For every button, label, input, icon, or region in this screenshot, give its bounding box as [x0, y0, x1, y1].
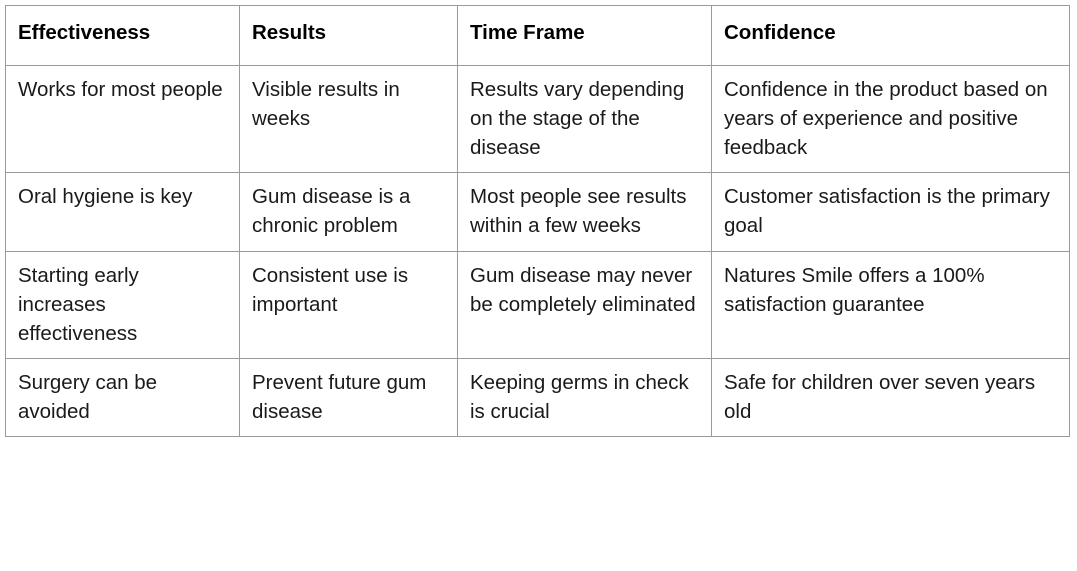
table-cell: Oral hygiene is key: [6, 173, 240, 251]
table-cell: Natures Smile offers a 100% satisfaction guarantee: [712, 251, 1070, 358]
table-row: [6, 358, 1070, 436]
table-cell: Keeping germs in check is crucial: [458, 358, 712, 436]
table-row: [6, 251, 1070, 358]
table-cell: Customer satisfaction is the primary goal: [712, 173, 1070, 251]
table-cell: Consistent use is important: [240, 251, 458, 358]
table-header-row: [6, 6, 1070, 66]
document-page: [0, 5, 1077, 571]
comparison-table: [5, 5, 1070, 437]
column-header-results: Results: [240, 6, 458, 66]
table-row: [6, 66, 1070, 173]
table-cell: Prevent future gum disease: [240, 358, 458, 436]
table-cell: Starting early increases effectiveness: [6, 251, 240, 358]
table-cell: Results vary depending on the stage of the disease: [458, 66, 712, 173]
table-cell: Surgery can be avoided: [6, 358, 240, 436]
table-cell: Gum disease may never be completely eliminated: [458, 251, 712, 358]
table-cell: Most people see results within a few weeks: [458, 173, 712, 251]
table-cell: Works for most people: [6, 66, 240, 173]
table-row: [6, 173, 1070, 251]
column-header-confidence: Confidence: [712, 6, 1070, 66]
table-cell: Gum disease is a chronic problem: [240, 173, 458, 251]
column-header-time-frame: Time Frame: [458, 6, 712, 66]
table-cell: Confidence in the product based on years of experience and positive feedback: [712, 66, 1070, 173]
column-header-effectiveness: Effectiveness: [6, 6, 240, 66]
table-cell: Safe for children over seven years old: [712, 358, 1070, 436]
table-cell: Visible results in weeks: [240, 66, 458, 173]
